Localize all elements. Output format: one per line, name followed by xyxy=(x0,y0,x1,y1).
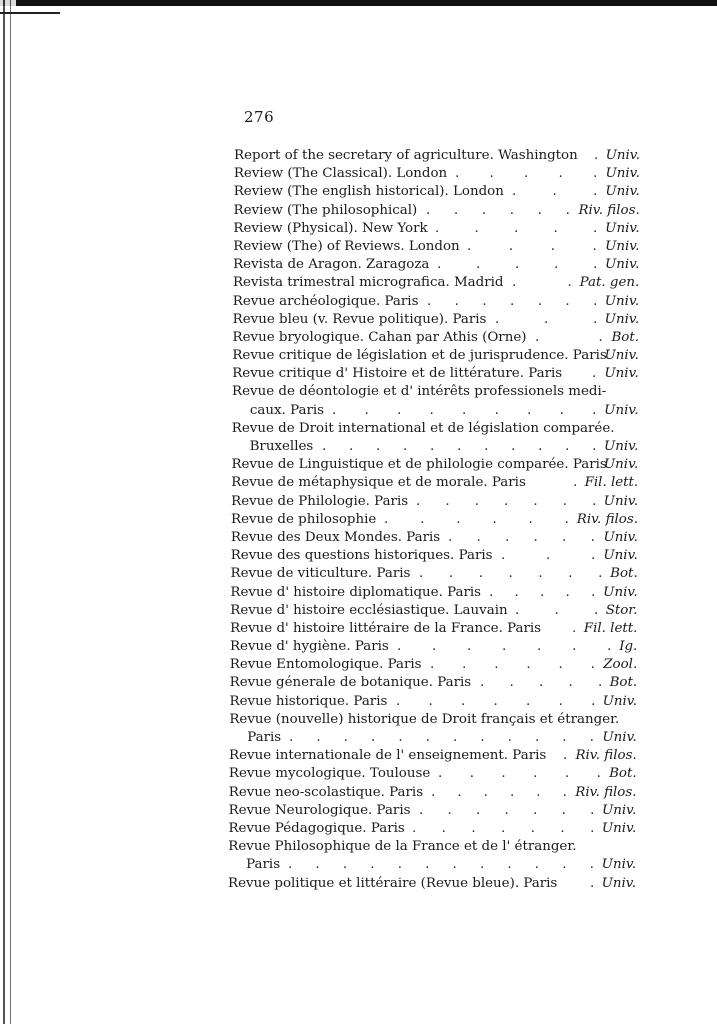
entry-location: Univ. xyxy=(604,366,639,382)
entry-title: Revue neo-scolastique. Paris xyxy=(228,784,424,800)
entry-location: Bot. xyxy=(611,329,639,345)
entry-location: Fil. lett. xyxy=(583,620,638,636)
dot-leader: . . . . . . xyxy=(448,529,595,545)
entry-title: Revue de métaphysique et de morale. Paris xyxy=(231,475,526,491)
dot-leader: . . . xyxy=(515,602,599,618)
dot-leader: . . . . . . . . . xyxy=(332,402,597,418)
entry-title: Revue Pédagogique. Paris xyxy=(228,820,405,836)
entry-title: Revue critique de législation et de jurisprudence. Paris xyxy=(232,348,607,364)
entry-location: Univ. xyxy=(605,220,640,236)
catalogue-entry xyxy=(0,856,717,874)
catalogue-entry xyxy=(0,602,717,620)
entry-location: Univ. xyxy=(604,402,639,418)
catalogue-entry xyxy=(0,274,717,292)
catalogue-entry xyxy=(0,765,717,783)
entry-title: Revue bleu (v. Revue politique). Paris xyxy=(232,311,487,327)
entry-title: Revue de déontologie et d' intérêts professionels medi- xyxy=(232,384,607,400)
entry-location: Univ. xyxy=(601,875,636,891)
dot-leader: . . xyxy=(535,329,603,345)
entry-title: caux. Paris xyxy=(249,402,325,418)
dot-leader: . . . . . . xyxy=(438,766,601,782)
entry-title: Revue archéologique. Paris xyxy=(232,293,419,309)
dot-leader: . . . xyxy=(512,184,598,200)
entry-title: Revue d' histoire littéraire de la France. Paris xyxy=(230,620,542,636)
entry-location: Ig. xyxy=(619,639,638,655)
catalogue-entry xyxy=(0,711,717,729)
catalogue-entry xyxy=(0,329,717,347)
catalogue-entry xyxy=(0,529,717,547)
page-number: 276 xyxy=(244,108,275,126)
entry-location: Univ. xyxy=(601,820,637,836)
entry-location: Univ. xyxy=(603,548,638,564)
entry-title: Revue internationale de l' enseignement. Paris xyxy=(229,748,547,764)
entry-location: Univ. xyxy=(603,457,639,473)
catalogue-entry xyxy=(0,547,717,565)
entry-title: Report of the secretary of agriculture. Washington xyxy=(234,148,578,163)
dot-leader: . . . . . xyxy=(480,675,603,691)
entry-location: Univ. xyxy=(603,584,638,600)
catalogue-entry xyxy=(0,784,717,802)
dot-leader: . . . . . xyxy=(455,166,598,182)
catalogue-entry xyxy=(0,293,717,311)
entry-location: Univ. xyxy=(601,802,637,818)
entry-title: Review (The english historical). London xyxy=(233,184,504,200)
scan-border-top xyxy=(0,0,717,6)
entry-location: Riv. filos. xyxy=(576,511,638,527)
dot-leader: . . . . . . . xyxy=(427,293,598,309)
entry-title: Revue d' histoire ecclésiastique. Lauvain xyxy=(230,602,508,618)
entry-title: Revue de Droit international et de législation comparée. xyxy=(231,420,615,436)
catalogue-entry xyxy=(0,147,717,165)
dot-leader: . xyxy=(563,748,568,764)
dot-leader: . xyxy=(572,620,577,636)
dot-leader: . . . . . . . . . . . xyxy=(322,439,597,454)
entry-location: Univ. xyxy=(604,311,640,327)
entry-title: Bruxelles xyxy=(249,439,314,454)
catalogue-entry xyxy=(0,693,717,711)
entry-title: Review (Physical). New York xyxy=(233,220,428,236)
entry-location: Univ. xyxy=(604,348,639,364)
catalogue-entry xyxy=(0,875,717,893)
entry-location: Univ. xyxy=(605,166,640,182)
entry-location: Stor. xyxy=(605,602,638,618)
dot-leader: . . . . . . xyxy=(431,784,567,800)
entry-location: Univ. xyxy=(603,493,639,509)
entry-title: Revue mycologique. Toulouse xyxy=(228,766,431,782)
entry-location: Riv. filos. xyxy=(578,202,640,218)
catalogue-entry xyxy=(0,838,717,856)
dot-leader: . . . . xyxy=(467,238,597,254)
dot-leader: . . . . . . . . . . . . xyxy=(289,730,594,745)
dot-leader: . . . . . xyxy=(489,584,596,600)
dot-leader: . xyxy=(594,148,599,163)
entry-title: Revue d' hygiène. Paris xyxy=(229,639,389,655)
entry-title: Revue Philosophique de la France et de l' étranger. xyxy=(228,839,577,855)
dot-leader: . . . . . . xyxy=(426,202,570,218)
entry-location: Univ. xyxy=(605,148,640,163)
binding-mark xyxy=(0,0,60,14)
catalogue-entry xyxy=(0,620,717,638)
dot-leader: . . xyxy=(512,275,572,291)
entry-title: Revista trimestral micrografica. Madrid xyxy=(232,275,504,291)
entry-location: Univ. xyxy=(603,439,639,454)
entry-title: Paris xyxy=(246,857,281,873)
entry-location: Bot. xyxy=(609,675,638,691)
dot-leader: . xyxy=(590,875,595,891)
catalogue-entry xyxy=(0,565,717,583)
catalogue-entries xyxy=(0,147,717,893)
dot-leader: . . . . . . . xyxy=(416,493,597,509)
catalogue-entry xyxy=(0,202,717,220)
entry-title: Revista de Aragon. Zaragoza xyxy=(233,257,430,273)
entry-title: Revue de viticulture. Paris xyxy=(230,566,411,582)
dot-leader: . . . . . xyxy=(437,257,598,273)
entry-location: Riv. filos. xyxy=(575,748,637,764)
entry-title: Revue (nouvelle) historique de Droit français et étranger. xyxy=(229,711,620,727)
entry-title: Revue bryologique. Cahan par Athis (Orne) xyxy=(232,329,527,345)
catalogue-entry xyxy=(0,420,717,438)
catalogue-entry xyxy=(0,802,717,820)
catalogue-entry xyxy=(0,238,717,256)
entry-title: Revue Entomologique. Paris xyxy=(229,657,422,673)
dot-leader: . . . . . . . xyxy=(396,693,596,709)
catalogue-entry xyxy=(0,347,717,365)
entry-location: Univ. xyxy=(602,693,637,709)
catalogue-entry xyxy=(0,438,717,456)
entry-title: Revue génerale de botanique. Paris xyxy=(229,675,472,691)
catalogue-entry xyxy=(0,183,717,201)
entry-title: Revue de philosophie xyxy=(231,511,377,527)
catalogue-entry xyxy=(0,820,717,838)
entry-title: Revue des questions historiques. Paris xyxy=(230,548,493,564)
catalogue-entry xyxy=(0,220,717,238)
entry-title: Revue politique et littéraire (Revue bleue). Paris xyxy=(228,875,558,891)
dot-leader: . . . . . . . xyxy=(412,820,595,836)
entry-location: Riv. filos. xyxy=(575,784,637,800)
dot-leader: . . . . . . . xyxy=(419,566,603,582)
catalogue-entry xyxy=(0,584,717,602)
entry-location: Bot. xyxy=(609,766,637,782)
entry-location: Univ. xyxy=(603,529,638,545)
catalogue-entry xyxy=(0,311,717,329)
dot-leader: . xyxy=(573,475,578,491)
catalogue-entry xyxy=(0,165,717,183)
dot-leader: . . . . . . . xyxy=(419,802,595,818)
catalogue-entry xyxy=(0,256,717,274)
catalogue-entry xyxy=(0,474,717,492)
catalogue-entry xyxy=(0,511,717,529)
entry-location: Univ. xyxy=(602,730,637,745)
entry-location: Zool. xyxy=(603,657,638,673)
catalogue-entry xyxy=(0,493,717,511)
catalogue-entry xyxy=(0,729,717,747)
catalogue-entry xyxy=(0,674,717,692)
entry-location: Univ. xyxy=(605,184,640,200)
entry-location: Univ. xyxy=(604,293,640,309)
dot-leader: . xyxy=(592,366,597,382)
entry-title: Revue d' histoire diplomatique. Paris xyxy=(230,584,482,600)
entry-location: Univ. xyxy=(601,857,637,873)
entry-title: Review (The philosophical) xyxy=(233,202,418,218)
entry-location: Fil. lett. xyxy=(584,475,639,491)
entry-title: Revue critique d' Histoire et de littérature. Paris xyxy=(232,366,563,382)
catalogue-entry xyxy=(0,656,717,674)
entry-title: Review (The) of Reviews. London xyxy=(233,238,460,254)
catalogue-entry xyxy=(0,365,717,383)
entry-location: Pat. gen. xyxy=(579,275,640,291)
entry-title: Revue de Philologie. Paris xyxy=(231,493,409,509)
entry-title: Revue historique. Paris xyxy=(229,693,388,709)
dot-leader: . . . . . . . xyxy=(397,639,612,655)
dot-leader: . . . . . . . . . . . . xyxy=(288,857,594,873)
entry-title: Revue des Deux Mondes. Paris xyxy=(230,529,441,545)
entry-location: Bot. xyxy=(610,566,638,582)
entry-title: Paris xyxy=(247,730,282,745)
catalogue-entry xyxy=(0,747,717,765)
catalogue-entry xyxy=(0,383,717,401)
entry-location: Univ. xyxy=(604,257,640,273)
dot-leader: . . . . . . xyxy=(384,511,569,527)
entry-title: Revue de Linguistique et de philologie comparée. Paris xyxy=(231,457,607,473)
catalogue-entry xyxy=(0,456,717,474)
dot-leader: . . . xyxy=(495,311,598,327)
dot-leader: . . . . . xyxy=(435,220,598,236)
dot-leader: . . . xyxy=(501,548,596,564)
dot-leader: . . . . . . xyxy=(430,657,595,673)
catalogue-entry xyxy=(0,638,717,656)
entry-location: Univ. xyxy=(605,238,640,254)
catalogue-entry xyxy=(0,402,717,420)
entry-title: Review (The Classical). London xyxy=(233,166,448,182)
entry-title: Revue Neurologique. Paris xyxy=(228,802,411,818)
